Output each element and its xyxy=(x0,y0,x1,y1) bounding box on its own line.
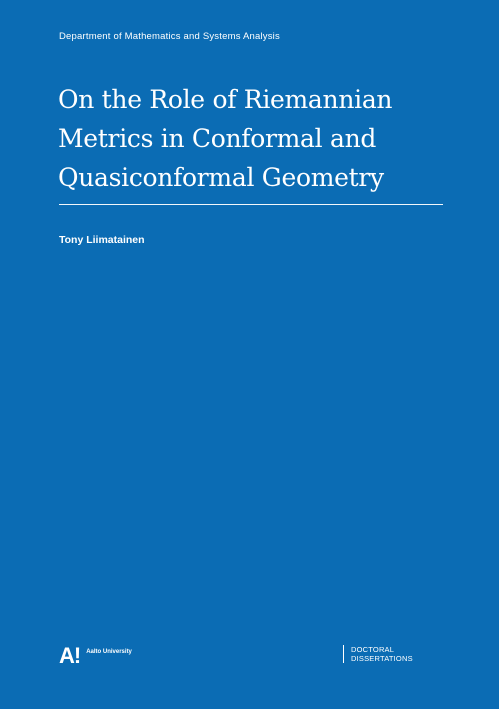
series-line-2: DISSERTATIONS xyxy=(351,654,413,663)
title-line-3: Quasiconformal Geometry xyxy=(58,163,384,192)
author-name: Tony Liimatainen xyxy=(59,234,145,246)
university-name: Aalto University xyxy=(86,649,132,655)
dissertation-title xyxy=(58,80,458,197)
department-name: Department of Mathematics and Systems Analysis xyxy=(59,31,280,42)
series-line-1: DOCTORAL xyxy=(351,645,395,654)
title-divider xyxy=(59,204,443,205)
series-label xyxy=(343,645,413,663)
title-line-1: On the Role of Riemannian xyxy=(58,85,393,114)
aalto-logo xyxy=(59,645,132,667)
logo-mark: A! xyxy=(59,643,81,668)
title-line-2: Metrics in Conformal and xyxy=(58,124,377,153)
